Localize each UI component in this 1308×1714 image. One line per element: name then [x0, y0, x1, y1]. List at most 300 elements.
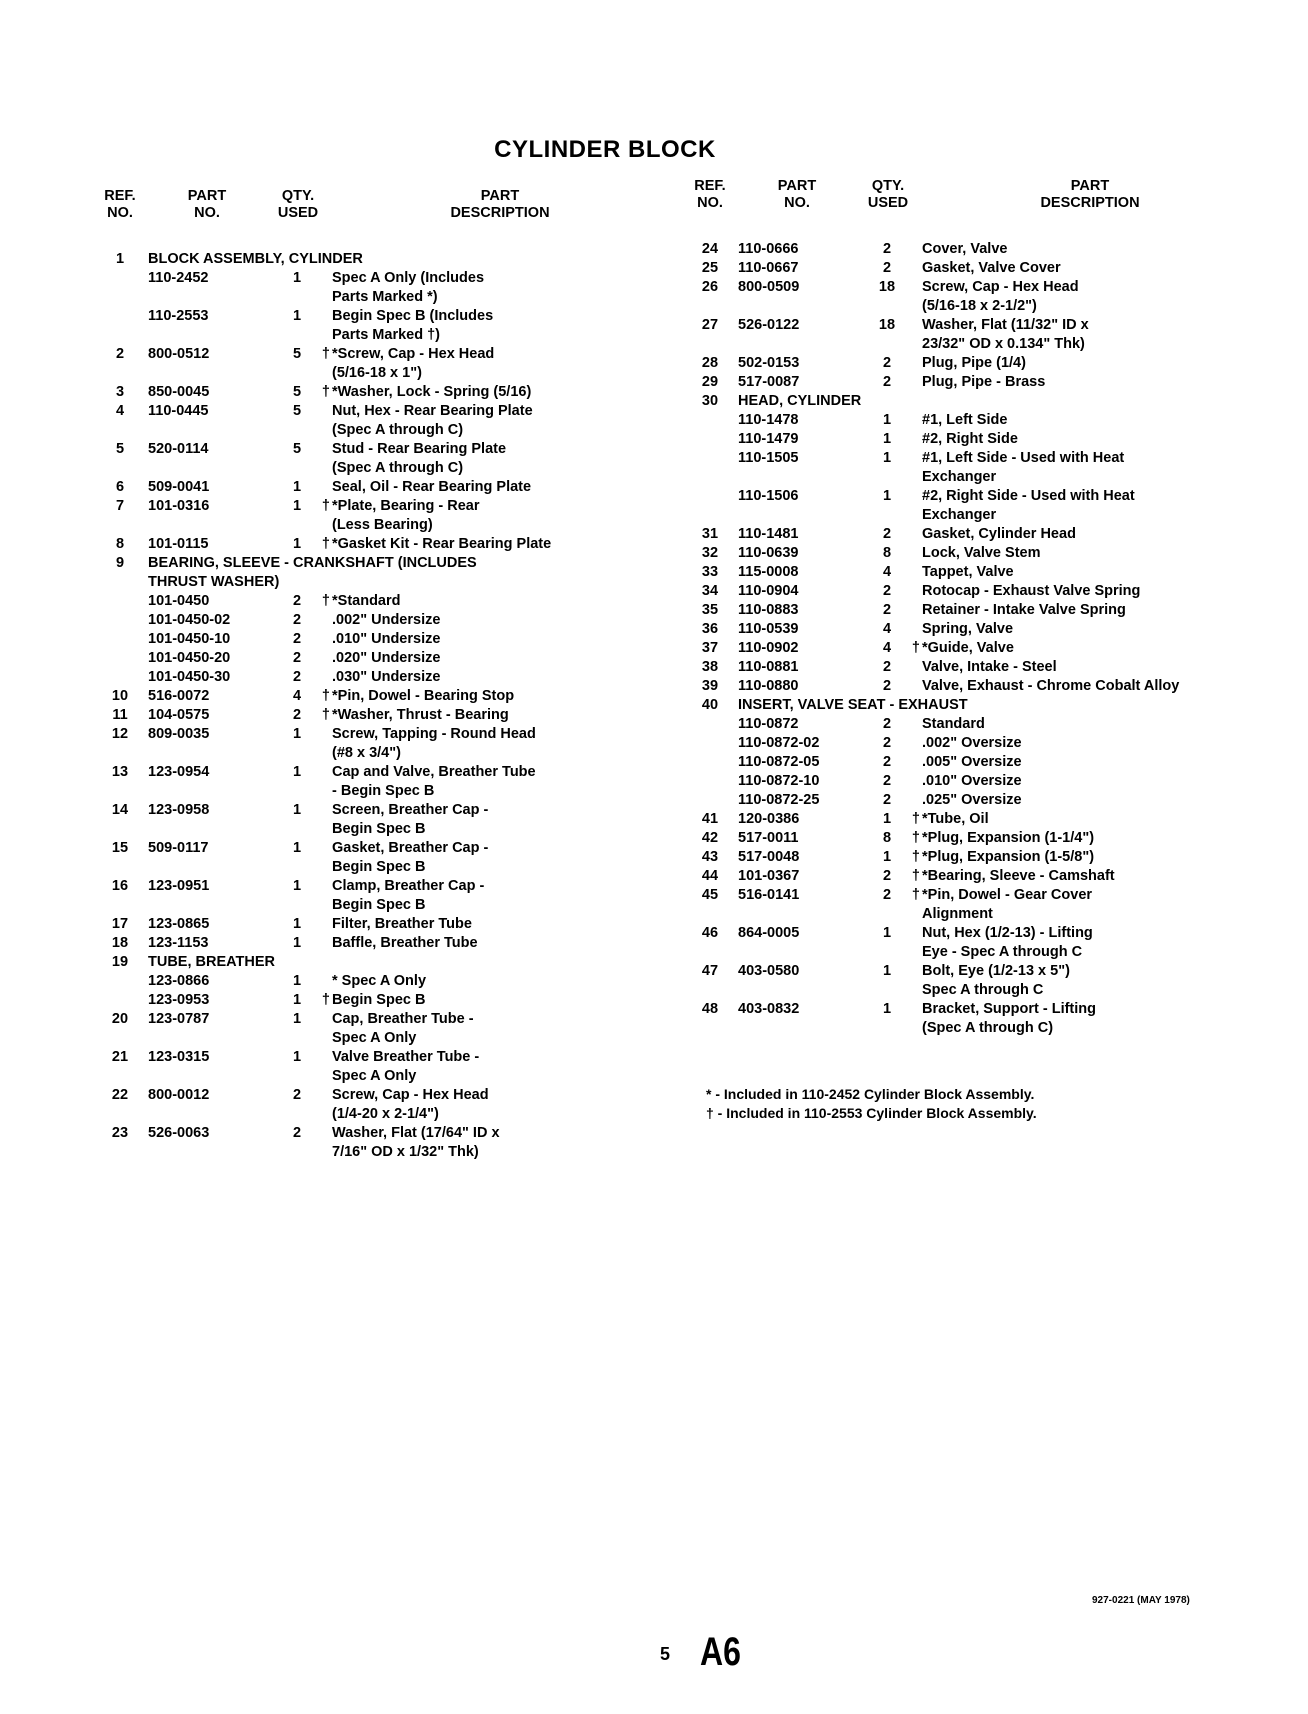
quantity: 2 [292, 650, 302, 666]
quantity: 1 [292, 992, 302, 1008]
table-row [690, 449, 1250, 487]
table-row [690, 715, 1250, 734]
table-row [100, 953, 660, 972]
table-row [100, 554, 660, 592]
part-description: #2, Right Side - Used with Heat Exchanger [922, 488, 1135, 523]
quantity: 2 [882, 887, 892, 903]
table-row [100, 1086, 660, 1124]
part-description: Spring, Valve [922, 621, 1014, 637]
ref-number: 3 [115, 384, 125, 400]
part-number: 110-0883 [738, 602, 799, 618]
header-qty: QTY. USED [867, 178, 909, 211]
ref-number: 47 [701, 963, 719, 979]
header-qty: QTY. USED [277, 188, 319, 221]
part-description: .005" Oversize [922, 754, 1022, 770]
quantity: 2 [882, 602, 892, 618]
part-description: Seal, Oil - Rear Bearing Plate [332, 479, 532, 495]
ref-number: 19 [111, 954, 129, 970]
table-header [100, 188, 660, 230]
ref-number: 34 [701, 583, 719, 599]
inclusion-mark: † [321, 688, 330, 704]
part-number: 509-0041 [148, 479, 210, 495]
table-row [100, 497, 660, 535]
table-row [690, 924, 1250, 962]
part-number: 509-0117 [148, 840, 209, 856]
part-description: Cap and Valve, Breather Tube - Begin Spec B [332, 764, 536, 799]
part-description: Stud - Rear Bearing Plate (Spec A through C) [332, 441, 507, 476]
inclusion-mark: † [321, 536, 330, 552]
quantity: 2 [292, 631, 302, 647]
quantity: 1 [292, 802, 302, 818]
group-heading: INSERT, VALVE SEAT - EXHAUST [738, 697, 968, 713]
part-description: Bolt, Eye (1/2-13 x 5") Spec A through C [922, 963, 1070, 998]
table-row [690, 1000, 1250, 1038]
table-row [690, 677, 1250, 696]
quantity: 2 [882, 773, 892, 789]
quantity: 1 [292, 479, 302, 495]
table-row [690, 753, 1250, 772]
footnote-dagger: † - Included in 110-2553 Cylinder Block Assembly. [706, 1105, 1037, 1121]
inclusion-mark: † [911, 640, 920, 656]
quantity: 8 [882, 545, 892, 561]
part-description: .010" Oversize [922, 773, 1022, 789]
table-row [100, 1124, 660, 1162]
ref-number: 11 [112, 707, 128, 723]
part-number: 110-2553 [148, 308, 209, 324]
quantity: 1 [292, 916, 302, 932]
quantity: 1 [292, 935, 302, 951]
part-number: 110-0872-25 [738, 792, 820, 808]
quantity: 2 [292, 669, 302, 685]
part-description: .025" Oversize [922, 792, 1022, 808]
inclusion-mark: † [321, 593, 330, 609]
part-description: Gasket, Valve Cover [922, 260, 1061, 276]
ref-number: 48 [701, 1001, 719, 1017]
ref-number: 12 [111, 726, 129, 742]
part-number: 115-0008 [738, 564, 799, 580]
part-description: *Standard [332, 593, 401, 609]
quantity: 8 [882, 830, 892, 846]
part-description: *Tube, Oil [922, 811, 989, 827]
table-row [690, 487, 1250, 525]
table-row [690, 601, 1250, 620]
quantity: 2 [882, 792, 892, 808]
part-description: Screen, Breather Cap - Begin Spec B [332, 802, 489, 837]
part-number: 110-0872-02 [738, 735, 820, 751]
part-description: .020" Undersize [332, 650, 441, 666]
part-number: 800-0509 [738, 279, 800, 295]
table-row [690, 278, 1250, 316]
quantity: 2 [882, 735, 892, 751]
inclusion-mark: † [911, 830, 920, 846]
quantity: 1 [882, 849, 892, 865]
quantity: 4 [882, 621, 892, 637]
part-number: 123-0865 [148, 916, 210, 932]
quantity: 2 [882, 355, 892, 371]
quantity: 1 [292, 498, 302, 514]
table-row [100, 991, 660, 1010]
ref-number: 41 [701, 811, 719, 827]
part-description: *Pin, Dowel - Bearing Stop [332, 688, 515, 704]
ref-number: 4 [115, 403, 125, 419]
table-row [100, 345, 660, 383]
ref-number: 21 [111, 1049, 129, 1065]
part-number: 809-0035 [148, 726, 210, 742]
part-number: 101-0450 [148, 593, 210, 609]
part-number: 123-0787 [148, 1011, 210, 1027]
quantity: 1 [882, 488, 892, 504]
table-row [690, 696, 1250, 715]
ref-number: 28 [701, 355, 719, 371]
inclusion-mark: † [911, 811, 920, 827]
page-number: 5 [660, 1644, 671, 1664]
quantity: 2 [882, 260, 892, 276]
ref-number: 29 [701, 374, 719, 390]
part-number: 110-0639 [738, 545, 799, 561]
part-description: Baffle, Breather Tube [332, 935, 478, 951]
header-desc: PART DESCRIPTION [450, 188, 550, 221]
table-row [100, 763, 660, 801]
header-part: PART NO. [777, 178, 817, 211]
table-row [690, 316, 1250, 354]
ref-number: 22 [111, 1087, 129, 1103]
part-description: Lock, Valve Stem [922, 545, 1041, 561]
part-number: 110-0445 [148, 403, 209, 419]
table-row [100, 687, 660, 706]
part-description: *Gasket Kit - Rear Bearing Plate [332, 536, 552, 552]
table-body [100, 250, 660, 1162]
part-number: 101-0316 [148, 498, 210, 514]
part-description: .030" Undersize [332, 669, 441, 685]
part-number: 110-0667 [738, 260, 799, 276]
table-row [100, 839, 660, 877]
quantity: 2 [882, 754, 892, 770]
page-title: CYLINDER BLOCK [494, 136, 716, 163]
group-heading: HEAD, CYLINDER [738, 393, 862, 409]
part-number: 517-0087 [738, 374, 800, 390]
quantity: 1 [882, 811, 892, 827]
ref-number: 18 [111, 935, 129, 951]
part-description: Nut, Hex - Rear Bearing Plate (Spec A through C) [332, 403, 533, 438]
part-description: Standard [922, 716, 985, 732]
part-number: 110-1506 [738, 488, 799, 504]
part-description: Valve, Intake - Steel [922, 659, 1057, 675]
table-row [100, 592, 660, 611]
table-row [690, 867, 1250, 886]
ref-number: 27 [701, 317, 719, 333]
part-description: *Plug, Expansion (1-5/8") [922, 849, 1095, 865]
quantity: 2 [292, 707, 302, 723]
ref-number: 8 [115, 536, 125, 552]
table-row [690, 772, 1250, 791]
quantity: 2 [882, 678, 892, 694]
ref-number: 5 [115, 441, 125, 457]
table-row [100, 877, 660, 915]
table-row [690, 392, 1250, 411]
part-number: 123-1153 [148, 935, 209, 951]
quantity: 2 [292, 1125, 302, 1141]
table-row [690, 411, 1250, 430]
ref-number: 36 [701, 621, 719, 637]
part-number: 101-0115 [148, 536, 209, 552]
inclusion-mark: † [911, 887, 920, 903]
table-row [690, 582, 1250, 601]
part-number: 110-1505 [738, 450, 799, 466]
quantity: 1 [292, 308, 302, 324]
inclusion-mark: † [321, 346, 330, 362]
part-description: Washer, Flat (11/32" ID x 23/32" OD x 0.134" Thk) [922, 317, 1089, 352]
table-row [690, 430, 1250, 449]
part-description: Retainer - Intake Valve Spring [922, 602, 1126, 618]
part-description: *Guide, Valve [922, 640, 1014, 656]
quantity: 2 [292, 593, 302, 609]
quantity: 2 [882, 374, 892, 390]
quantity: 2 [292, 612, 302, 628]
table-row [100, 972, 660, 991]
ref-number: 44 [701, 868, 719, 884]
group-heading: BEARING, SLEEVE - CRANKSHAFT (INCLUDES THRUST WASHER) [148, 555, 477, 590]
quantity: 1 [882, 963, 892, 979]
table-row [690, 525, 1250, 544]
header-desc: PART DESCRIPTION [1040, 178, 1140, 211]
part-description: Tappet, Valve [922, 564, 1014, 580]
table-row [690, 848, 1250, 867]
ref-number: 32 [701, 545, 719, 561]
part-number: 516-0141 [738, 887, 800, 903]
part-description: Plug, Pipe (1/4) [922, 355, 1026, 371]
table-row [690, 639, 1250, 658]
quantity: 1 [292, 1049, 302, 1065]
part-description: *Washer, Lock - Spring (5/16) [332, 384, 532, 400]
ref-number: 17 [111, 916, 129, 932]
table-row [100, 668, 660, 687]
table-row [690, 563, 1250, 582]
part-number: 101-0450-10 [148, 631, 231, 647]
ref-number: 2 [115, 346, 125, 362]
quantity: 2 [882, 868, 892, 884]
ref-number: 23 [111, 1125, 129, 1141]
footnote-star: * - Included in 110-2452 Cylinder Block Assembly. [706, 1086, 1035, 1102]
quantity: 5 [292, 346, 302, 362]
part-number: 403-0580 [738, 963, 800, 979]
header-ref: REF. NO. [694, 178, 726, 211]
quantity: 2 [882, 583, 892, 599]
quantity: 5 [292, 403, 302, 419]
part-number: 403-0832 [738, 1001, 800, 1017]
table-row [100, 307, 660, 345]
part-description: Screw, Cap - Hex Head (1/4-20 x 2-1/4") [332, 1087, 489, 1122]
quantity: 2 [882, 659, 892, 675]
part-number: 520-0114 [148, 441, 209, 457]
quantity: 1 [882, 450, 892, 466]
table-row [100, 1010, 660, 1048]
part-description: Screw, Cap - Hex Head (5/16-18 x 2-1/2") [922, 279, 1079, 314]
part-number: 110-0539 [738, 621, 799, 637]
footnotes [706, 1085, 1037, 1123]
page-code: A6 [700, 1630, 741, 1674]
quantity: 2 [882, 716, 892, 732]
part-number: 800-0512 [148, 346, 210, 362]
table-row [690, 829, 1250, 848]
table-row [690, 658, 1250, 677]
quantity: 1 [292, 764, 302, 780]
quantity: 18 [878, 317, 896, 333]
ref-number: 42 [701, 830, 719, 846]
part-number: 864-0005 [738, 925, 800, 941]
part-number: 110-0881 [738, 659, 799, 675]
part-description: Plug, Pipe - Brass [922, 374, 1046, 390]
table-row [100, 915, 660, 934]
part-description: Begin Spec B (Includes Parts Marked †) [332, 308, 494, 343]
part-number: 101-0450-30 [148, 669, 231, 685]
table-row [100, 649, 660, 668]
ref-number: 15 [111, 840, 129, 856]
part-number: 101-0450-20 [148, 650, 231, 666]
part-description: Screw, Tapping - Round Head (#8 x 3/4") [332, 726, 536, 761]
quantity: 1 [882, 1001, 892, 1017]
table-row [100, 383, 660, 402]
part-number: 110-0872-10 [738, 773, 820, 789]
part-description: Clamp, Breather Cap - Begin Spec B [332, 878, 485, 913]
table-row [100, 706, 660, 725]
part-number: 123-0954 [148, 764, 210, 780]
ref-number: 31 [701, 526, 719, 542]
part-description: Valve Breather Tube - Spec A Only [332, 1049, 480, 1084]
part-description: * Spec A Only [332, 973, 427, 989]
quantity: 1 [292, 973, 302, 989]
quantity: 1 [882, 925, 892, 941]
quantity: 5 [292, 441, 302, 457]
table-header [690, 178, 1250, 220]
part-description: *Plug, Expansion (1-1/4") [922, 830, 1095, 846]
table-row [690, 544, 1250, 563]
part-description: Cap, Breather Tube - Spec A Only [332, 1011, 474, 1046]
part-number: 800-0012 [148, 1087, 210, 1103]
header-part: PART NO. [187, 188, 227, 221]
part-description: #2, Right Side [922, 431, 1018, 447]
part-number: 526-0122 [738, 317, 800, 333]
table-body [690, 240, 1250, 1038]
table-row [100, 440, 660, 478]
part-description: *Washer, Thrust - Bearing [332, 707, 509, 723]
part-description: *Plate, Bearing - Rear (Less Bearing) [332, 498, 480, 533]
quantity: 1 [292, 840, 302, 856]
part-number: 123-0958 [148, 802, 210, 818]
part-description: Filter, Breather Tube [332, 916, 472, 932]
part-number: 101-0450-02 [148, 612, 231, 628]
quantity: 2 [292, 1087, 302, 1103]
part-description: Rotocap - Exhaust Valve Spring [922, 583, 1141, 599]
part-number: 110-1479 [738, 431, 799, 447]
quantity: 5 [292, 384, 302, 400]
table-row [690, 810, 1250, 829]
group-heading: TUBE, BREATHER [148, 954, 276, 970]
part-number: 850-0045 [148, 384, 210, 400]
part-description: Spec A Only (Includes Parts Marked *) [332, 270, 485, 305]
part-description: Bracket, Support - Lifting (Spec A through C) [922, 1001, 1096, 1036]
table-row [100, 1048, 660, 1086]
ref-number: 37 [701, 640, 719, 656]
part-number: 123-0953 [148, 992, 210, 1008]
part-description: Gasket, Breather Cap - Begin Spec B [332, 840, 489, 875]
ref-number: 43 [701, 849, 719, 865]
quantity: 4 [882, 564, 892, 580]
inclusion-mark: † [911, 868, 920, 884]
ref-number: 14 [111, 802, 129, 818]
part-number: 110-0872 [738, 716, 799, 732]
ref-number: 35 [701, 602, 719, 618]
ref-number: 1 [115, 251, 125, 267]
part-number: 120-0386 [738, 811, 800, 827]
part-number: 123-0315 [148, 1049, 210, 1065]
inclusion-mark: † [321, 384, 330, 400]
inclusion-mark: † [321, 498, 330, 514]
part-description: .002" Oversize [922, 735, 1022, 751]
part-description: *Screw, Cap - Hex Head (5/16-18 x 1") [332, 346, 495, 381]
part-number: 123-0866 [148, 973, 210, 989]
quantity: 4 [882, 640, 892, 656]
table-row [690, 734, 1250, 753]
ref-number: 13 [111, 764, 129, 780]
table-row [690, 886, 1250, 924]
table-row [100, 801, 660, 839]
table-row [690, 620, 1250, 639]
part-number: 110-2452 [148, 270, 209, 286]
table-row [100, 402, 660, 440]
table-row [100, 478, 660, 497]
quantity: 2 [882, 241, 892, 257]
ref-number: 45 [701, 887, 719, 903]
part-number: 517-0048 [738, 849, 800, 865]
ref-number: 39 [701, 678, 719, 694]
quantity: 1 [292, 536, 302, 552]
table-row [100, 535, 660, 554]
table-row [100, 630, 660, 649]
part-description: Valve, Exhaust - Chrome Cobalt Alloy [922, 678, 1180, 694]
table-row [690, 373, 1250, 392]
quantity: 4 [292, 688, 302, 704]
part-description: *Pin, Dowel - Gear Cover Alignment [922, 887, 1093, 922]
table-row [100, 269, 660, 307]
part-description: Washer, Flat (17/64" ID x 7/16" OD x 1/32" Thk) [332, 1125, 500, 1160]
part-number: 516-0072 [148, 688, 210, 704]
part-number: 110-0880 [738, 678, 799, 694]
part-number: 123-0951 [148, 878, 210, 894]
part-description: .002" Undersize [332, 612, 441, 628]
ref-number: 6 [115, 479, 125, 495]
quantity: 1 [292, 878, 302, 894]
inclusion-mark: † [321, 707, 330, 723]
quantity: 1 [292, 270, 302, 286]
quantity: 18 [878, 279, 896, 295]
quantity: 1 [882, 431, 892, 447]
parts-table-left [100, 188, 660, 1162]
ref-number: 30 [701, 393, 719, 409]
part-number: 526-0063 [148, 1125, 210, 1141]
part-number: 110-1481 [738, 526, 799, 542]
part-description: #1, Left Side - Used with Heat Exchanger [922, 450, 1125, 485]
table-row [690, 259, 1250, 278]
ref-number: 25 [701, 260, 719, 276]
group-heading: BLOCK ASSEMBLY, CYLINDER [148, 251, 363, 267]
quantity: 1 [292, 1011, 302, 1027]
part-description: #1, Left Side [922, 412, 1008, 428]
header-ref: REF. NO. [104, 188, 136, 221]
table-row [690, 240, 1250, 259]
table-row [100, 250, 660, 269]
table-row [690, 791, 1250, 810]
ref-number: 24 [701, 241, 719, 257]
